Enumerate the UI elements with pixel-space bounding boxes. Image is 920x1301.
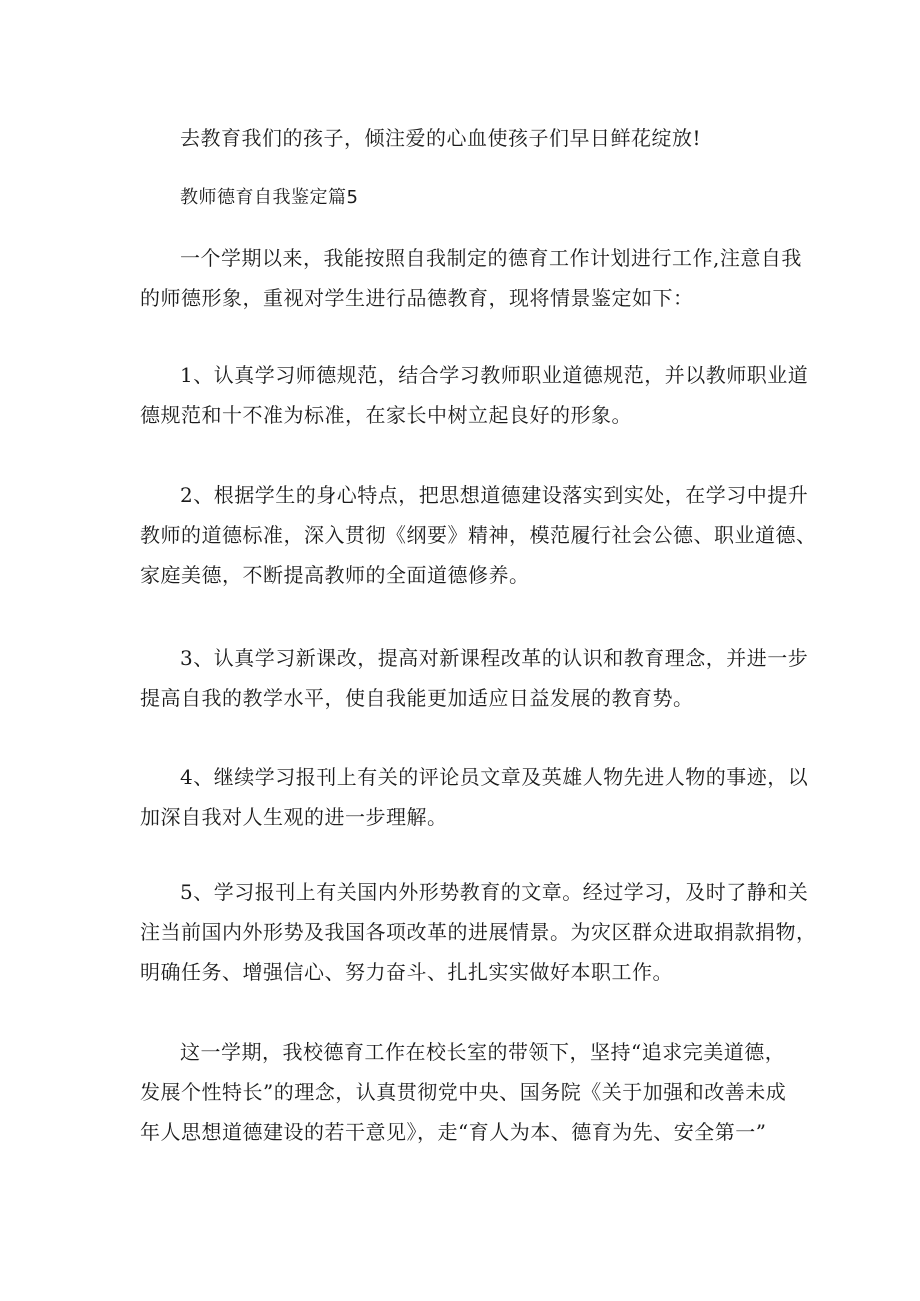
text-line: 一个学期以来，我能按照自我制定的德育工作计划进行工作,注意自我 (180, 246, 802, 270)
paragraph-closing (140, 1032, 800, 1152)
text-line: 注当前国内外形势及我国各项改革的进展情景。为灾区群众进取捐款捐物， (140, 920, 817, 944)
text-line: 教师的道德标准，深入贯彻《纲要》精神，模范履行社会公德、职业道德、 (140, 523, 817, 547)
text-line: 3、认真学习新课改，提高对新课程改革的认识和教育理念，并进一步 (180, 646, 809, 670)
text-line: 4、继续学习报刊上有关的评论员文章及英雄人物先进人物的事迹，以 (180, 765, 809, 789)
paragraph-intro-tail (140, 118, 800, 158)
text-line: 5、学习报刊上有关国内外形势教育的文章。经过学习，及时了静和关 (180, 880, 809, 904)
paragraph-intro (140, 238, 800, 318)
text-line: 这一学期，我校德育工作在校长室的带领下，坚持“追求完美道德， (180, 1040, 786, 1064)
paragraph-item-2 (140, 475, 817, 595)
section-title (140, 178, 800, 218)
text-line: 提高自我的教学水平，使自我能更加适应日益发展的教育势。 (140, 686, 694, 710)
text-line: 2、根据学生的身心特点，把思想道德建设落实到实处，在学习中提升 (180, 483, 809, 507)
text-line: 加深自我对人生观的进一步理解。 (140, 805, 448, 829)
text-line: 的师德形象，重视对学生进行品德教育，现将情景鉴定如下： (140, 286, 694, 310)
paragraph-item-3 (140, 638, 809, 718)
text-line: 发展个性特长”的理念，认真贯彻党中央、国务院《关于加强和改善未成 (140, 1080, 787, 1104)
text-line: 明确任务、增强信心、努力奋斗、扎扎实实做好本职工作。 (140, 960, 673, 984)
paragraph-item-4 (140, 757, 809, 837)
paragraph-item-1 (140, 355, 809, 435)
text-line: 德规范和十不准为标准，在家长中树立起良好的形象。 (140, 403, 632, 427)
paragraph-item-5 (140, 872, 817, 992)
text-line: 去教育我们的孩子，倾注爱的心血使孩子们早日鲜花绽放! (180, 126, 702, 150)
text-line: 家庭美德，不断提高教师的全面道德修养。 (140, 563, 530, 587)
section-title-text: 教师德育自我鉴定篇5 (180, 187, 359, 208)
text-line: 1、认真学习师德规范，结合学习教师职业道德规范，并以教师职业道 (180, 363, 809, 387)
text-line: 年人思想道德建设的若干意见》，走“育人为本、德育为先、安全第一” (140, 1120, 767, 1144)
